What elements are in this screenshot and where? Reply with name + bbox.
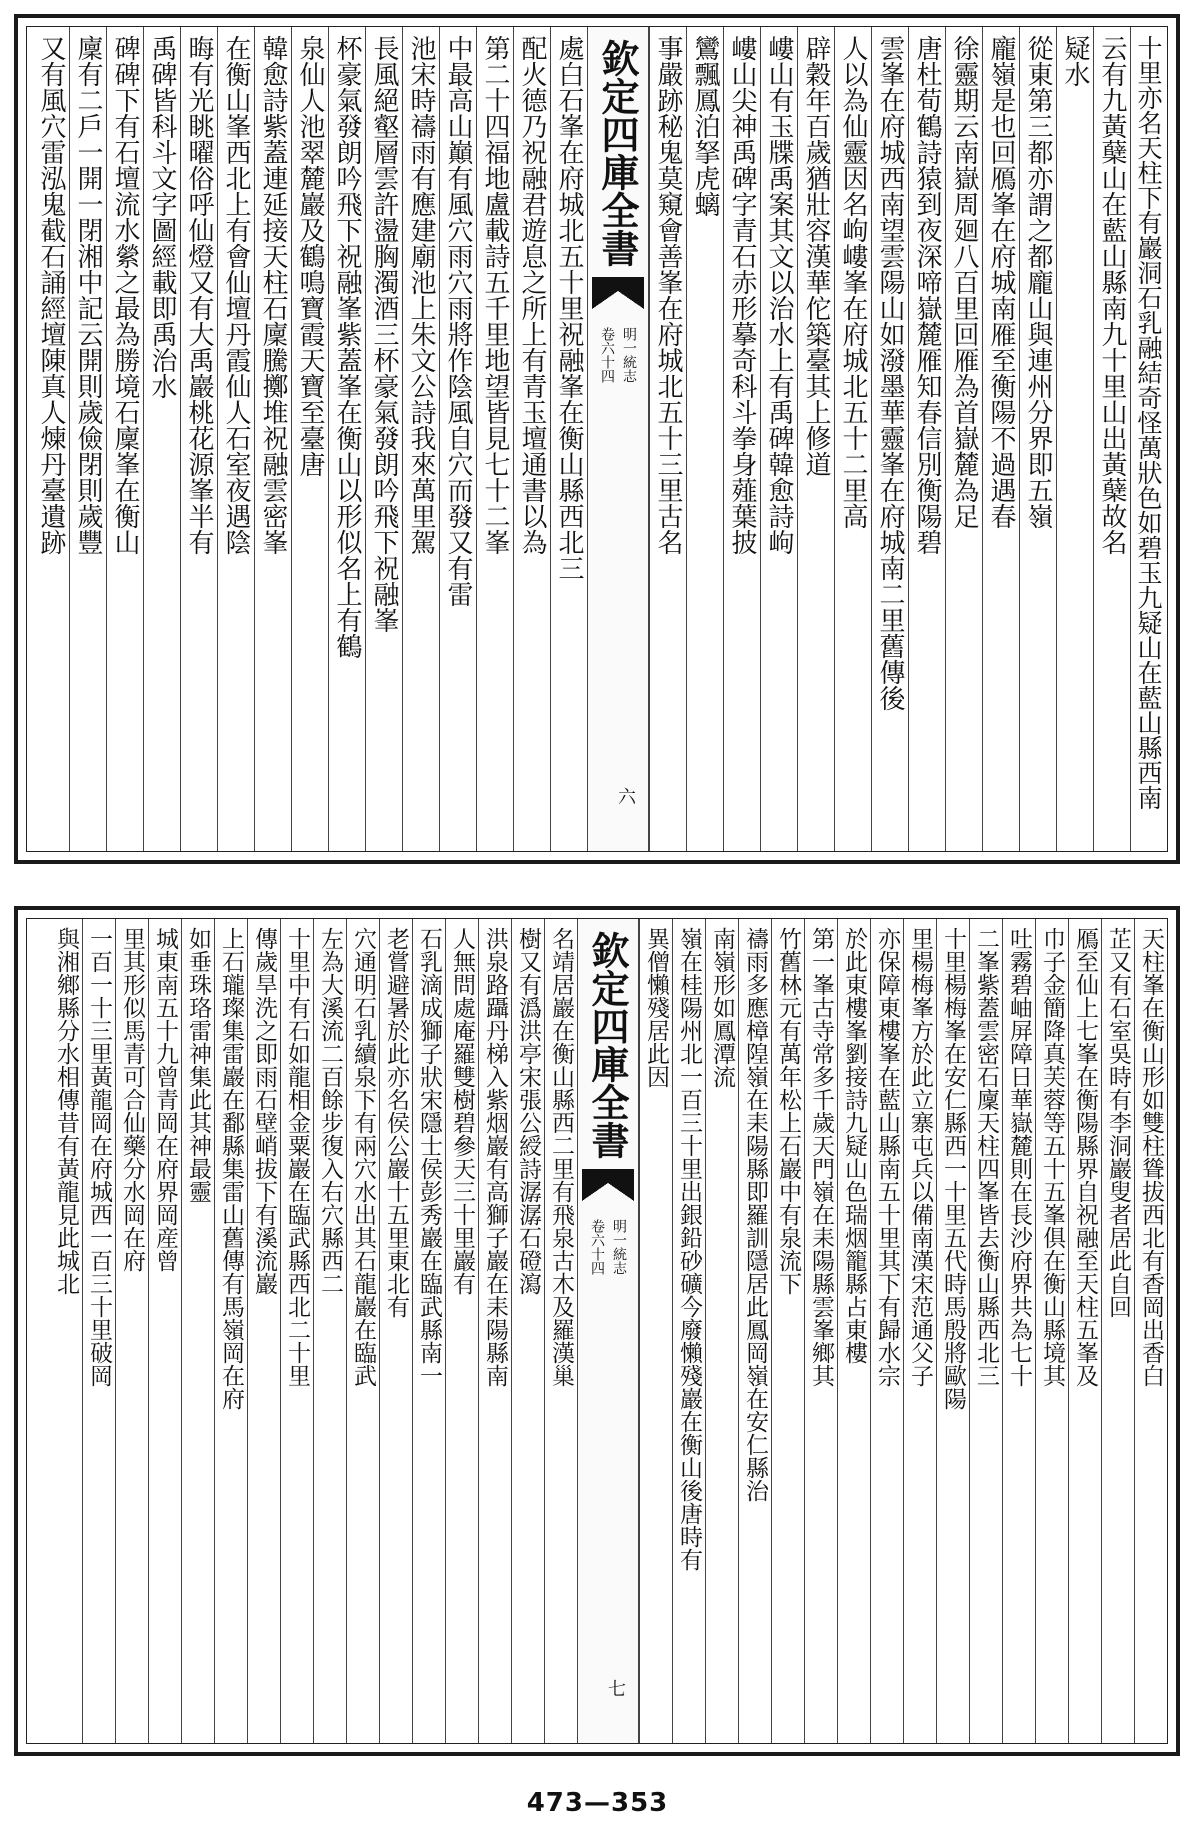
top-page-text-block — [26, 26, 1168, 852]
folio-number: 七 — [605, 1679, 626, 1697]
text-column: 亦保障東樓峯在藍山縣南五十里其下有歸水宗 — [870, 919, 903, 1743]
text-column: 禹碑皆科斗文字圖經載即禹治水 — [143, 27, 180, 851]
bottom-page — [14, 906, 1180, 1756]
text-column: 與湘鄉縣分水相傳昔有黃龍見此城北 — [53, 927, 79, 1295]
text-column: 鴈至仙上七峯在衡陽縣界自祝融至天柱五峯及 — [1068, 919, 1101, 1743]
text-column: 左為大溪流二百餘步復入右穴縣西二 — [313, 919, 346, 1743]
text-column: 石乳滴成獅子狀宋隱士侯彭秀巖在臨武縣南一 — [412, 919, 445, 1743]
text-column: 晦有光眺曜俗呼仙燈又有大禹巖桃花源峯半有 — [180, 27, 217, 851]
text-column: 事嚴跡秘鬼莫窺會善峯在府城北五十三里古名 — [649, 27, 686, 851]
subtitle: 明一統志 — [621, 327, 637, 383]
book-title: 欽定四庫全書 — [585, 931, 630, 1159]
text-column: 在衡山峯西北上有會仙壇丹霞仙人石室夜遇陰 — [217, 27, 254, 851]
text-column: 名靖居巖在衡山縣西二里有飛泉古木及羅漢巢 — [544, 919, 577, 1743]
text-column: 嶁山尖神禹碑字青石赤形摹奇科斗拳身薤葉披 — [723, 27, 760, 851]
text-column: 韓愈詩紫蓋連延接天柱石廩騰擲堆祝融雲密峯 — [254, 27, 291, 851]
text-column: 城東南五十九曾青岡在府界岡産曾 — [148, 919, 181, 1743]
text-column: 竹舊林元有萬年松上石巖中有泉流下 — [771, 919, 804, 1743]
text-column: 南嶺形如鳳潭流 — [705, 919, 738, 1743]
text-column: 二峯紫蓋雲密石廩天柱四峯皆去衡山縣西北三 — [969, 919, 1002, 1743]
book-title: 欽定四庫全書 — [595, 39, 640, 267]
text-column: 十里楊梅峯在安仁縣西一十里五代時馬殷將歐陽 — [936, 919, 969, 1743]
text-column: 廩有二戶一開一閉湘中記云開則歲儉閉則歲豐 — [69, 27, 106, 851]
text-column: 上石瓏璨集雷巖在鄱縣集雷山舊傳有馬嶺岡在府 — [214, 919, 247, 1743]
text-column: 長風絕壑層雲許盪胸濁酒三杯豪氣發朗吟飛下祝融峯 — [365, 27, 402, 851]
text-column: 芷又有石室吳時有李洞巖叟者居此自回 — [1101, 919, 1134, 1743]
text-column: 十里亦名天柱下有巖洞石乳融結奇怪萬狀色如碧玉九疑山在藍山縣西南 — [1130, 27, 1167, 851]
text-column: 第一峯古寺常多千歲天門嶺在耒陽縣雲峯鄉其 — [804, 919, 837, 1743]
text-column: 里其形似馬青可合仙藥分水岡在府 — [115, 919, 148, 1743]
text-column: 禱雨多應樟隍嶺在耒陽縣即羅訓隱居此鳳岡嶺在安仁縣治 — [738, 919, 771, 1743]
page-number: 473—353 — [526, 1788, 669, 1818]
text-column: 碑碑下有石壇流水縈之最為勝境石廩峯在衡山 — [106, 27, 143, 851]
text-column: 老嘗避暑於此亦名侯公巖十五里東北有 — [379, 919, 412, 1743]
center-fold — [587, 27, 649, 851]
text-column: 雲峯在府城西南望雲陽山如潑墨華靈峯在府城南二里舊傳後 — [871, 27, 908, 851]
text-column: 人無問處庵羅雙樹碧參天三十里巖有 — [445, 919, 478, 1743]
text-column: 人以為仙靈因名岣嶁峯在府城北五十二里高 — [834, 27, 871, 851]
text-column: 於此東樓峯劉接詩九疑山色瑞烟籠縣占東樓 — [837, 919, 870, 1743]
text-column: 唐杜荀鶴詩猿到夜深啼嶽麓雁知春信別衡陽碧 — [908, 27, 945, 851]
text-column: 第二十四福地盧載詩五千里地望皆見七十二峯 — [476, 27, 513, 851]
text-column: 鸞飄鳳泊拏虎螭 — [686, 27, 723, 851]
text-column: 中最高山巔有風穴雨穴雨將作陰風自穴而發又有雷 — [439, 27, 476, 851]
folio-number: 六 — [615, 787, 636, 805]
text-column: 如垂珠珞雷神集此其神最靈 — [181, 919, 214, 1743]
text-column: 配火德乃祝融君遊息之所上有青玉壇通書以為 — [513, 27, 550, 851]
text-column: 辟穀年百歲猶壯容漢華佗築臺其上修道 — [797, 27, 834, 851]
text-column: 洪泉路躡丹梯入紫烟巖有高獅子巖在耒陽縣南 — [478, 919, 511, 1743]
text-column: 又有風穴雷泓鬼截石誦經壇陳真人煉丹臺遺跡 — [36, 35, 66, 555]
text-column: 穴通明石乳續泉下有兩穴水出其石龍巖在臨武 — [346, 919, 379, 1743]
text-column: 徐靈期云南嶽周廻八百里回雁為首嶽麓為足 — [945, 27, 982, 851]
text-column: 樹又有潙洪亭宋張公綬詩潺潺石磴瀉 — [511, 919, 544, 1743]
text-column: 嶺在桂陽州北一百三十里出銀鉛砂礦今廢懶殘巖在衡山後唐時有 — [672, 919, 705, 1743]
text-column: 池宋時禱雨有應建廟池上朱文公詩我來萬里駕 — [402, 27, 439, 851]
text-column: 處白石峯在府城北五十里祝融峯在衡山縣西北三 — [550, 27, 587, 851]
text-column: 龐嶺是也回鴈峯在府城南雁至衡陽不過遇春 — [982, 27, 1019, 851]
fishtail-mark — [578, 1169, 638, 1203]
bottom-page-text-block — [26, 918, 1168, 1744]
text-column: 十里中有石如龍相金粟巖在臨武縣西北二十里 — [280, 919, 313, 1743]
text-column: 疑水 — [1056, 27, 1093, 851]
text-column: 從東第三都亦謂之都龐山與連州分界即五嶺 — [1019, 27, 1056, 851]
text-column: 巾子金簡降真芙蓉等五十五峯俱在衡山縣境其 — [1035, 919, 1068, 1743]
subtitle: 明一統志 — [611, 1219, 627, 1275]
text-column: 杯豪氣發朗吟飛下祝融峯紫蓋峯在衡山以形似名上有鶴 — [328, 27, 365, 851]
text-column: 天柱峯在衡山形如雙柱聳拔西北有香岡出香白 — [1134, 919, 1167, 1743]
volume: 卷六十四 — [599, 327, 615, 383]
text-column: 嶁山有玉牒禹案其文以治水上有禹碑韓愈詩岣 — [760, 27, 797, 851]
text-column: 一百一十三里黃龍岡在府城西一百三十里破岡 — [82, 919, 115, 1743]
text-column: 傳歲旱洗之即雨石壁峭拔下有溪流巖 — [247, 919, 280, 1743]
text-column: 泉仙人池翠麓巖及鶴鳴寶霞天寶至臺唐 — [291, 27, 328, 851]
text-column: 異僧懶殘居此因 — [639, 919, 672, 1743]
text-column: 里楊梅峯方於此立寨屯兵以備南漢宋范通父子 — [903, 919, 936, 1743]
volume: 卷六十四 — [589, 1219, 605, 1275]
text-column: 云有九黃蘖山在藍山縣南九十里山出黃蘖故名 — [1093, 27, 1130, 851]
center-fold — [577, 919, 639, 1743]
volume-info — [596, 327, 640, 497]
fishtail-mark — [588, 277, 648, 311]
text-column: 吐霧碧岫屏障日華嶽麓則在長沙府界共為七十 — [1002, 919, 1035, 1743]
top-page — [14, 14, 1180, 864]
volume-info — [586, 1219, 630, 1389]
